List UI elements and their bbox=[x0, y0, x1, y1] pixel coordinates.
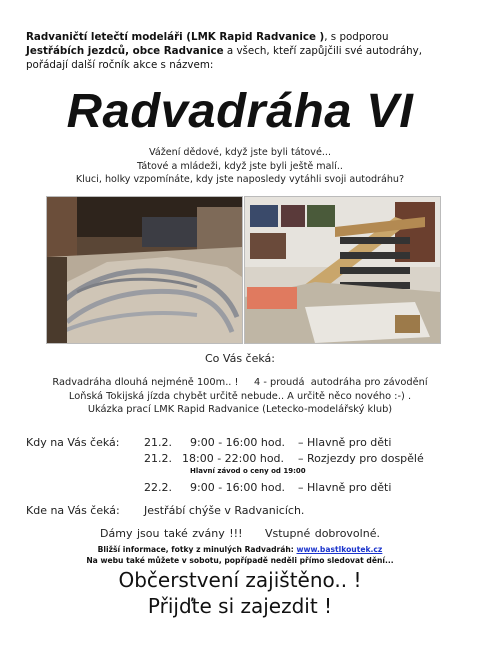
greeting-line: Vážení dědové, když jste byli tátové... bbox=[149, 147, 331, 158]
schedule-time: 18:00 - 22:00 hod. bbox=[182, 452, 285, 465]
event-title: Radvadráha VI bbox=[66, 85, 414, 138]
info-line-2: Na webu také můžete v sobotu, popřípadě neděli přímo sledovat dění... bbox=[86, 556, 394, 565]
schedule-date: 21.2. bbox=[144, 436, 172, 449]
what-awaits-list bbox=[0, 376, 480, 417]
track-ramp-photo bbox=[244, 196, 441, 344]
location-label: Kde na Vás čeká: bbox=[26, 504, 120, 517]
intro-paragraph bbox=[26, 30, 466, 72]
offer-line: Loňská Tokijská jízda chybět určitě nebude.. A určitě něco nového :-) . bbox=[68, 390, 412, 402]
schedule-desc: – Hlavně pro děti bbox=[298, 436, 392, 449]
slot-car-track-photo bbox=[46, 196, 243, 344]
location-value: Jestřábí chýše v Radvanicích. bbox=[144, 504, 305, 517]
intro-text-1: , s podporou bbox=[324, 31, 389, 43]
organizer-name: Radvaničtí letečtí modeláři (LMK Rapid Radvanice ) bbox=[26, 31, 325, 43]
ladies-invite: Dámy jsou také zvány !!! Vstupné dobrovolné. bbox=[100, 527, 380, 540]
sponsor-names: Jestřábích jezdců, obce Radvanice bbox=[26, 45, 224, 57]
schedule-time: 9:00 - 16:00 hod. bbox=[190, 436, 286, 449]
offer-line: Radvadráha dlouhá nejméně 100m.. ! 4 - proudá autodráha pro závodění bbox=[52, 377, 428, 388]
info-block bbox=[0, 544, 480, 566]
refreshments-line: Občerstvení zajištěno.. ! bbox=[118, 568, 362, 592]
main-race-note: Hlavní závod o ceny od 19:00 bbox=[190, 467, 306, 475]
greeting-block bbox=[0, 146, 480, 187]
info-line bbox=[0, 544, 480, 555]
intro-text-2: a všech, kteří zapůjčili své autodráhy, bbox=[223, 45, 423, 57]
schedule-desc: – Rozjezdy pro dospělé bbox=[298, 452, 424, 465]
greeting-line: Tátové a mládeži, když jste byli ještě malí.. bbox=[137, 160, 343, 172]
what-awaits-heading: Co Vás čeká: bbox=[205, 352, 275, 365]
come-ride-line: Přijďte si zajezdit ! bbox=[147, 594, 333, 618]
intro-text-3: pořádají další ročník akce s názvem: bbox=[26, 59, 214, 71]
info-text: Bližší informace, fotky z minulých Radvadráh: bbox=[97, 545, 294, 554]
website-link[interactable]: www.bastlkoutek.cz bbox=[296, 545, 383, 554]
schedule-label: Kdy na Vás čeká: bbox=[26, 436, 120, 449]
schedule-date: 22.2. bbox=[144, 481, 172, 494]
offer-line: Ukázka prací LMK Rapid Radvanice (Letecko-modelářský klub) bbox=[87, 404, 393, 415]
schedule-time: 9:00 - 16:00 hod. bbox=[190, 481, 286, 494]
schedule-date: 21.2. bbox=[144, 452, 172, 465]
schedule-desc: – Hlavně pro děti bbox=[298, 481, 392, 494]
greeting-line: Kluci, holky vzpomínáte, kdy jste naposledy vytáhli svoji autodráhu? bbox=[75, 174, 405, 185]
